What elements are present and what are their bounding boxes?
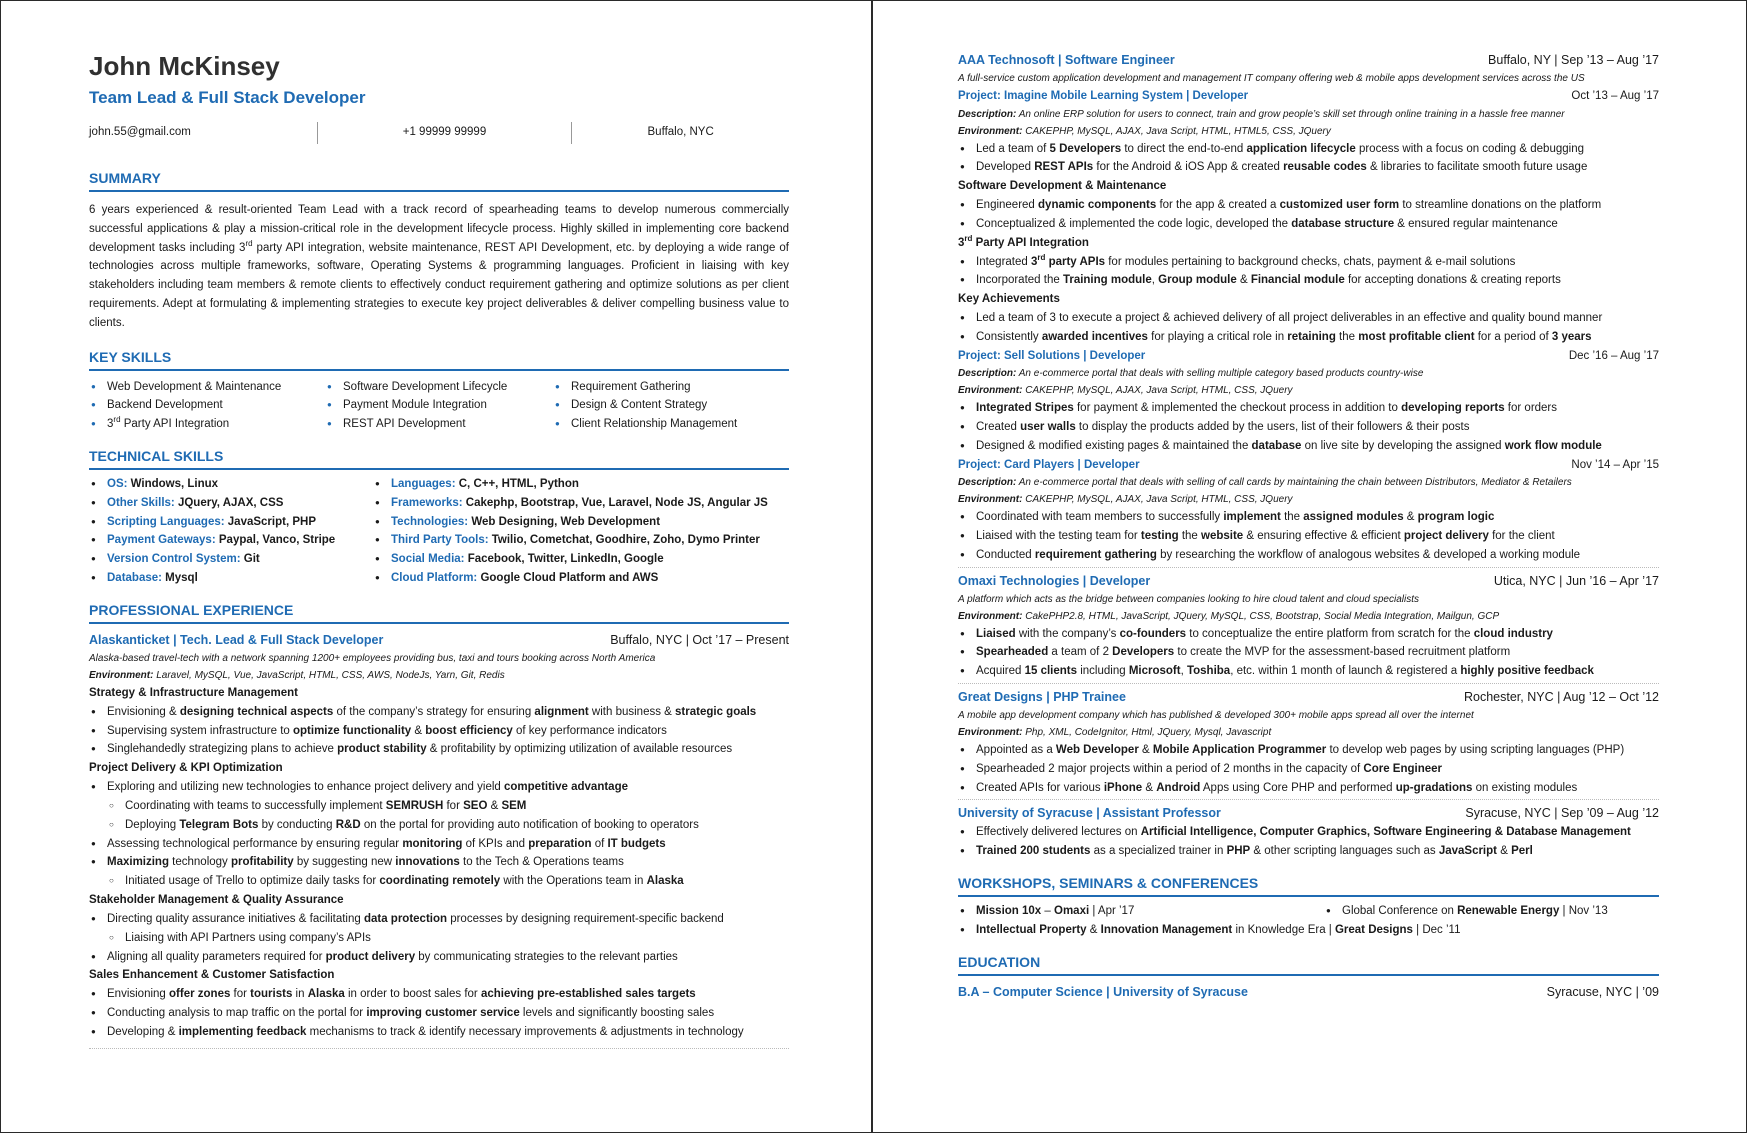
job-great-designs [958, 687, 1659, 797]
project-description: Description: An online ERP solution for users to connect, train and grow people’s skill set through online training in a hassle free manner [958, 108, 1565, 120]
project-title: Project: Card Players | Developer [958, 458, 1140, 471]
list-item: ● Developing & implementing feedback mechanisms to track & identify necessary improvements & adjustments in technology [89, 1023, 789, 1042]
degree-meta: Syracuse, NYC | ’09 [1546, 984, 1659, 999]
list-item: ● Cloud Platform: Google Cloud Platform and AWS [373, 569, 789, 588]
section-rule [89, 468, 789, 470]
list-item: ● Mission 10x – Omaxi | Apr ’17 [958, 902, 1324, 921]
list-item: ● REST API Development [325, 415, 553, 434]
list-item: ● Backend Development [89, 396, 325, 415]
project-dates: Nov ’14 – Apr ’15 [1571, 458, 1659, 471]
sub-heading: Strategy & Infrastructure Management [89, 686, 298, 699]
dotted-divider [89, 1048, 789, 1049]
list-item: ● Integrated Stripes for payment & implemented the checkout process in addition to developing reports for orders [958, 399, 1659, 418]
list-item: ● Payment Module Integration [325, 396, 553, 415]
job-alaskanticket [89, 630, 789, 1049]
job-meta: Utica, NYC | Jun ’16 – Apr ’17 [1493, 573, 1659, 588]
list-item: ● Global Conference on Renewable Energy | Nov ’13 [1324, 902, 1659, 921]
section-title: TECHNICAL SKILLS [89, 447, 224, 464]
job-meta: Buffalo, NYC | Oct ’17 – Present [610, 632, 789, 647]
project-title: Project: Sell Solutions | Developer [958, 349, 1146, 362]
section-title: KEY SKILLS [89, 348, 172, 365]
bullet-list [958, 902, 1324, 921]
bullet-list [958, 508, 1659, 564]
list-item: ● Social Media: Facebook, Twitter, LinkedIn, Google [373, 550, 789, 569]
list-item: ● Client Relationship Management [553, 415, 789, 434]
list-item: ● Database: Mysql [89, 569, 373, 588]
key-skills-col-2 [325, 378, 553, 434]
sub-heading: Key Achievements [958, 293, 1060, 306]
resume-page-1 [0, 0, 873, 1133]
job-meta: Buffalo, NY | Sep ’13 – Aug ’17 [1488, 53, 1659, 67]
summary-section [89, 168, 789, 333]
list-item: ● Conducted requirement gathering by researching the workflow of analogous websites & developed a working module [958, 546, 1659, 565]
key-skills-col-3 [553, 378, 789, 434]
bullet-list [958, 253, 1659, 291]
job-title: University of Syracuse | Assistant Professor [958, 806, 1221, 821]
list-item: ● Led a team of 5 Developers to direct the end-to-end application lifecycle process with a focus on coding & debugging [958, 140, 1659, 159]
list-item: ● Spearheaded 2 major projects within a period of 2 months in the capacity of Core Engineer [958, 760, 1659, 779]
job-title: AAA Technosoft | Software Engineer [958, 53, 1175, 67]
list-item: ● Aligning all quality parameters required for product delivery by communicating strategies to the relevant parties [89, 948, 789, 967]
contact-phone[interactable]: +1 99999 99999 [402, 126, 487, 138]
list-item: ● Third Party Tools: Twilio, Cometchat, Goodhire, Zoho, Dymo Printer [373, 531, 789, 550]
list-item: ● Payment Gateways: Paypal, Vanco, Stripe [89, 531, 373, 550]
list-item: ● Web Development & Maintenance [89, 378, 325, 397]
technical-skills-section [89, 446, 789, 588]
section-rule [958, 974, 1659, 976]
job-meta: Syracuse, NYC | Sep ’09 – Aug ’12 [1465, 806, 1659, 821]
list-item: ● Frameworks: Cakephp, Bootstrap, Vue, Laravel, Node JS, Angular JS [373, 494, 789, 513]
list-item: ● Incorporated the Training module, Group module & Financial module for accepting donations & creating reports [958, 271, 1659, 290]
job-syracuse [958, 803, 1659, 861]
list-item: ● Design & Content Strategy [553, 396, 789, 415]
candidate-name: John McKinsey [89, 51, 280, 81]
sub-heading: Sales Enhancement & Customer Satisfaction [89, 969, 335, 982]
list-item: ● Designed & modified existing pages & maintained the database on live site by developing the assigned work flow module [958, 437, 1659, 456]
section-title: EDUCATION [958, 953, 1041, 970]
project-dates: Dec ’16 – Aug ’17 [1568, 349, 1659, 362]
tech-skills-col-2 [373, 475, 789, 588]
project-description: Description: An e-commerce portal that deals with selling multiple category based products country-wise [958, 368, 1424, 380]
degree-title: B.A – Computer Science | University of Syracuse [958, 984, 1248, 999]
contact-location: Buffalo, NYC [647, 126, 714, 138]
list-item: ● Led a team of 3 to execute a project & achieved delivery of all project deliverables in an effective and quality bound manner [958, 309, 1659, 328]
list-item: ● Created APIs for various iPhone & Android Apps using Core PHP and performed up-gradations on existing modules [958, 779, 1659, 798]
project-title: Project: Imagine Mobile Learning System | Developer [958, 90, 1249, 102]
list-item: ● OS: Windows, Linux [89, 475, 373, 494]
tech-skills-col-1 [89, 475, 373, 588]
bullet-list [89, 778, 789, 891]
bullet-list [958, 625, 1659, 681]
list-item: ● Directing quality assurance initiatives & facilitating data protection processes by designing requirement-specific backend [89, 910, 789, 929]
bullet-list [958, 399, 1659, 455]
list-item: ○ Coordinating with teams to successfully implement SEMRUSH for SEO & SEM [89, 797, 789, 816]
company-description: A platform which acts as the bridge between companies looking to hire cloud talent and cloud specialists [958, 593, 1420, 605]
list-item: ● Requirement Gathering [553, 378, 789, 397]
list-item: ● Consistently awarded incentives for playing a critical role in retaining the most profitable client for a period of 3 years [958, 328, 1659, 347]
bullet-list [89, 703, 789, 759]
section-rule [89, 190, 789, 192]
job-title: Alaskanticket | Tech. Lead & Full Stack Developer [89, 632, 384, 647]
dotted-divider [958, 567, 1659, 568]
list-item: ● Scripting Languages: JavaScript, PHP [89, 513, 373, 532]
project-environment: Environment: CAKEPHP, MySQL, AJAX, Java Script, HTML, CSS, JQuery [958, 494, 1293, 506]
job-environment: Environment: Php, XML, CodeIgnitor, Html, JQuery, Mysql, Javascript [958, 727, 1272, 739]
dotted-divider [958, 799, 1659, 800]
bullet-list [958, 309, 1659, 347]
section-rule [89, 369, 789, 371]
list-item: ● Appointed as a Web Developer & Mobile Application Programmer to develop web pages by using scripting languages (PHP) [958, 741, 1659, 760]
list-item: ● Exploring and utilizing new technologies to enhance project delivery and yield competitive advantage [89, 778, 789, 797]
bullet-list [958, 823, 1659, 861]
bullet-list [1324, 902, 1659, 921]
experience-section [89, 600, 789, 1049]
list-item: ● Integrated 3rd party APIs for modules pertaining to background checks, chats, payment & e-mail solutions [958, 253, 1659, 272]
workshops-section [958, 873, 1659, 940]
list-item: ● Supervising system infrastructure to optimize functionality & boost efficiency of key performance indicators [89, 722, 789, 741]
list-item: ● Technologies: Web Designing, Web Development [373, 513, 789, 532]
list-item: ● Liaised with the company’s co-founders to conceptualize the entire platform from scratch for the cloud industry [958, 625, 1659, 644]
bullet-list [958, 140, 1659, 178]
list-item: ● Software Development Lifecycle [325, 378, 553, 397]
list-item: ● Acquired 15 clients including Microsoft, Toshiba, etc. within 1 month of launch & registered a highly positive feedback [958, 662, 1659, 681]
bullet-list [958, 921, 1659, 940]
summary-text: 6 years experienced & result-oriented Team Lead with a track record of spearheading teams to develop numerous commercially successful applications & play a mission-critical role in the development lifecycle process. Highly skilled in implementing core backend development tasks including 3rd party API integration, website maintenance, REST API Development, etc. by deploying a wide range of technologies across multiple frameworks, software, Operating Systems & programming languages. Proficient in liaising with key stakeholders including team members & remote clients to effectively conduct requirement gathering and optimize solutions as per client requirements. Adept at formulating & implementing strategies to execute key project deliverables & deliver compelling business value to clients. [89, 204, 789, 329]
list-item: ● Singlehandedly strategizing plans to achieve product stability & profitability by optimizing utilization of available resources [89, 740, 789, 759]
section-title: PROFESSIONAL EXPERIENCE [89, 601, 294, 618]
list-item: ● Conducting analysis to map traffic on the portal for improving customer service levels and significantly boosting sales [89, 1004, 789, 1023]
list-item: ● Trained 200 students as a specialized trainer in PHP & other scripting languages such as JavaScript & Perl [958, 842, 1659, 861]
job-environment: Environment: Laravel, MySQL, Vue, JavaScript, HTML, CSS, AWS, NodeJs, Yarn, Git, Redis [89, 669, 505, 681]
sub-heading: Stakeholder Management & Quality Assurance [89, 893, 344, 906]
list-item: ● Engineered dynamic components for the app & created a customized user form to streamline donations on the platform [958, 196, 1659, 215]
list-item: ● Other Skills: JQuery, AJAX, CSS [89, 494, 373, 513]
list-item: ● Version Control System: Git [89, 550, 373, 569]
resume-page-2 [873, 0, 1747, 1133]
project-environment: Environment: CAKEPHP, MySQL, AJAX, Java Script, HTML, HTML5, CSS, JQuery [958, 125, 1331, 137]
company-description: A mobile app development company which has published & developed 300+ mobile apps spread all over the internet [958, 710, 1474, 722]
bullet-list [958, 741, 1659, 797]
list-item: ● Languages: C, C++, HTML, Python [373, 475, 789, 494]
education-section [958, 952, 1659, 1002]
job-title: Omaxi Technologies | Developer [958, 573, 1151, 588]
job-meta: Rochester, NYC | Aug ’12 – Oct ’12 [1463, 690, 1659, 705]
bullet-list [958, 196, 1659, 234]
company-description: Alaska-based travel-tech with a network spanning 1200+ employees providing bus, taxi and tours booking across North America [89, 652, 656, 664]
list-item: ● Coordinated with team members to successfully implement the assigned modules & program logic [958, 508, 1659, 527]
list-item: ● Maximizing technology profitability by suggesting new innovations to the Tech & Operations teams [89, 853, 789, 872]
job-title: Great Designs | PHP Trainee [958, 690, 1126, 705]
list-item: ● Spearheaded a team of 2 Developers to create the MVP for the assessment-based recruitment platform [958, 643, 1659, 662]
contact-bar [89, 122, 789, 144]
job-aaa-technosoft [958, 50, 1659, 565]
sub-heading: Project Delivery & KPI Optimization [89, 762, 283, 775]
list-item: ● Envisioning offer zones for tourists in Alaska in order to boost sales for achieving pre-established sales targets [89, 985, 789, 1004]
list-item: ● Liaised with the testing team for testing the website & ensuring effective & efficient project delivery for the client [958, 527, 1659, 546]
bullet-list [89, 910, 789, 966]
section-rule [89, 622, 789, 624]
dotted-divider [958, 683, 1659, 684]
project-description: Description: An e-commerce portal that deals with selling of call cards by maintaining the chain between Distributors, Mediator & Retailers [958, 477, 1572, 489]
list-item: ● 3rd Party API Integration [89, 415, 325, 434]
list-item: ● Effectively delivered lectures on Artificial Intelligence, Computer Graphics, Software Engineering & Database Management [958, 823, 1659, 842]
candidate-role: Team Lead & Full Stack Developer [89, 88, 366, 107]
list-item: ○ Deploying Telegram Bots by conducting R&D on the portal for providing auto notification of booking to operators [89, 816, 789, 835]
list-item: ● Envisioning & designing technical aspects of the company’s strategy for ensuring alignment with business & strategic goals [89, 703, 789, 722]
contact-email[interactable]: john.55@gmail.com [89, 126, 191, 138]
key-skills-col-1 [89, 378, 325, 434]
section-rule [958, 895, 1659, 897]
list-item: ● Assessing technological performance by ensuring regular monitoring of KPIs and preparation of IT budgets [89, 835, 789, 854]
list-item: ● Conceptualized & implemented the code logic, developed the database structure & ensured regular maintenance [958, 215, 1659, 234]
list-item: ○ Liaising with API Partners using company’s APIs [89, 929, 789, 948]
bullet-list [89, 985, 789, 1041]
sub-heading: 3rd Party API Integration [958, 233, 1089, 249]
list-item: ○ Initiated usage of Trello to optimize daily tasks for coordinating remotely with the Operations team in Alaska [89, 872, 789, 891]
job-environment: Environment: CakePHP2.8, HTML, JavaScript, JQuery, MySQL, CSS, Bootstrap, Social Media Integration, Mailgun, GCP [958, 610, 1500, 622]
list-item: ● Developed REST APIs for the Android & iOS App & created reusable codes & libraries to facilitate smooth future usage [958, 158, 1659, 177]
key-skills-section [89, 347, 789, 434]
sub-heading: Software Development & Maintenance [958, 180, 1167, 193]
section-title: SUMMARY [89, 170, 161, 186]
list-item: ● Created user walls to display the products added by the users, list of their followers & their posts [958, 418, 1659, 437]
project-environment: Environment: CAKEPHP, MySQL, AJAX, Java Script, HTML, CSS, JQuery [958, 385, 1293, 397]
project-dates: Oct ’13 – Aug ’17 [1571, 90, 1659, 102]
list-item: ● Intellectual Property & Innovation Management in Knowledge Era | Great Designs | Dec ’11 [958, 921, 1659, 940]
company-description: A full-service custom application development and management IT company offering web & mobile apps development services across the US [958, 73, 1585, 84]
section-title: WORKSHOPS, SEMINARS & CONFERENCES [958, 875, 1259, 892]
job-omaxi [958, 571, 1659, 681]
